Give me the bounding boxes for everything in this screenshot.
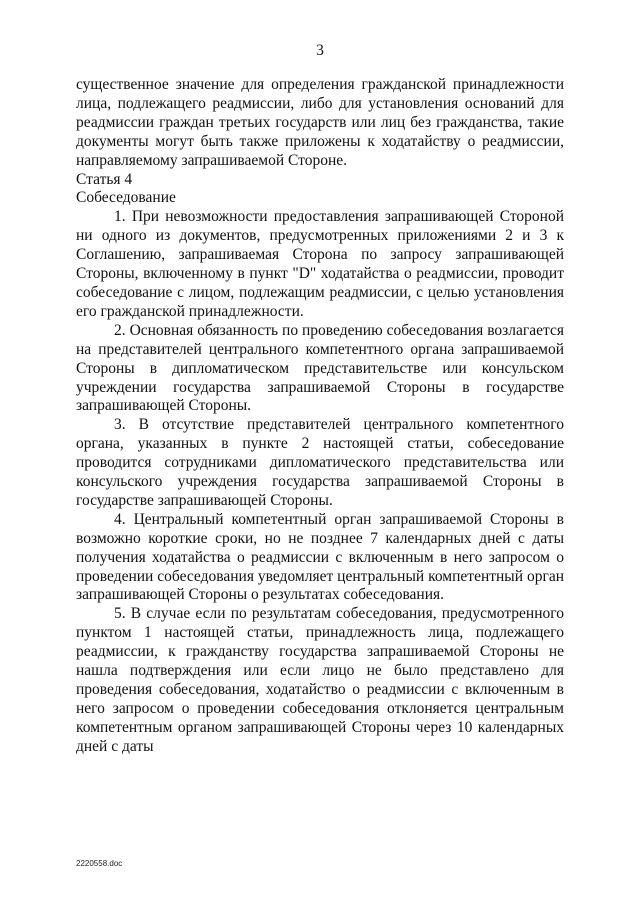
footer-filename: 2220558.doc [76, 859, 123, 868]
article-paragraph-4: 4. Центральный компетентный орган запрашиваемой Стороны в возможно короткие сроки, но не позднее 7 календарных дней с даты получения ходатайства о реадмиссии с включенным в него запросом о проведении собеседования уведомляет центральный компетентный орган запрашивающей Стороны о результатах собеседования. [76, 510, 564, 604]
lead-paragraph: существенное значение для определения гражданской принадлежности лица, подлежащего реадмиссии, либо для установления оснований для реадмиссии граждан третьих государств или лиц без гражданства, такие документы могут быть также приложены к ходатайству о реадмиссии, направляемому запрашиваемой Стороне. [76, 76, 564, 169]
article-paragraph-3: 3. В отсутствие представителей центрального компетентного органа, указанных в пункте 2 настоящей статьи, собеседование проводится сотрудниками дипломатического представительства или консульского учреждения государства запрашиваемой Стороны в государстве запрашивающей Стороны. [76, 416, 564, 509]
article-title: Собеседование [76, 189, 176, 207]
document-body [76, 76, 564, 757]
article-number: Статья 4 [76, 170, 133, 188]
article-paragraph-5: 5. В случае если по результатам собеседования, предусмотренного пунктом 1 настоящей статьи, принадлежность лица, подлежащего реадмиссии, к гражданству государства запрашиваемой Стороны не нашла подтверждения или если лицо не было представлено для проведения собеседования, ходатайство о реадмиссии с включенным в него запросом о проведении собеседования отклоняется центральным компетентным органом запрашивающей Стороны через 10 календарных дней с даты [76, 605, 564, 755]
article-paragraph-1: 1. При невозможности предоставления запрашивающей Стороной ни одного из документов, предусмотренных приложениями 2 и 3 к Соглашению, запрашиваемая Сторона по запросу запрашивающей Стороны, включенному в пункт "D" ходатайства о реадмиссии, проводит собеседование с лицом, подлежащим реадмиссии, с целью установления его гражданской принадлежности. [76, 208, 564, 320]
article-paragraph-2: 2. Основная обязанность по проведению собеседования возлагается на представителей центрального компетентного органа запрашиваемой Стороны в дипломатическом представительстве или консульском учреждении государства запрашиваемой Стороны в государстве запрашивающей Стороны. [76, 321, 564, 415]
page-number: 3 [316, 42, 324, 59]
